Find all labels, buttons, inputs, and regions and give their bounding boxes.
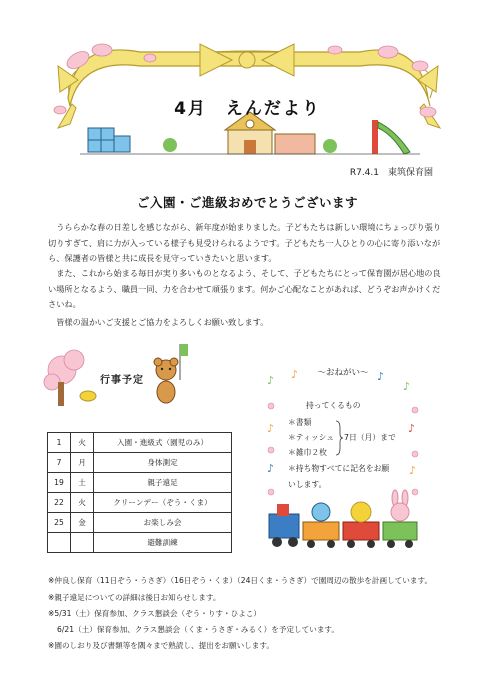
svg-text:♪: ♪ [409, 464, 417, 477]
slide-icon [372, 120, 410, 154]
event-weekday: 火 [71, 493, 94, 513]
table-row [48, 453, 232, 473]
event-day: 1 [48, 433, 71, 453]
request-deadline: 7日（月）まで [344, 433, 396, 442]
footnote: ※園のしおり及び書類等を隅々まで熟読し、提出をお願いします。 [48, 641, 274, 650]
bird-icon [78, 388, 98, 402]
request-frame [263, 362, 423, 556]
event-name: 親子遠足 [94, 473, 232, 493]
table-row [48, 473, 232, 493]
brace-icon [334, 420, 344, 456]
event-day: 7 [48, 453, 71, 473]
event-weekday [71, 533, 94, 553]
rabbit-face-icon [391, 490, 409, 521]
table-row [48, 533, 232, 553]
request-note: ＊持ち物すべてに記名をお願 [288, 464, 390, 473]
issue-date: R7.4.1 東筑保育園 [349, 168, 433, 178]
table-row [48, 433, 232, 453]
request-item: ＊ティッシュ [288, 433, 335, 442]
intro-paragraph: うららかな春の日差しを感じながら、新年度が始まりました。子どもたちは新しい環境にちょっぴり張り切りすぎて、肩に力が入っている様子も見受けられるようです。子どもたち一人ひとりの心に寄り添いながら、保護者の皆様と共に成長を見守っていきたいと思います。 [48, 222, 442, 263]
event-name: 身体測定 [94, 453, 232, 473]
event-day: 19 [48, 473, 71, 493]
events-table [47, 432, 232, 553]
request-note: いします。 [288, 480, 327, 489]
event-name: クリーンデー（ぞう・くま） [94, 493, 232, 513]
event-name: 避難訓練 [94, 533, 232, 553]
request-items-heading: 持ってくるもの [306, 401, 361, 410]
event-day: 22 [48, 493, 71, 513]
request-item: ＊書類 [288, 418, 312, 427]
bear-face-icon [312, 502, 371, 522]
footnote: ※親子遠足についての詳細は後日お知らせします。 [48, 593, 221, 602]
footnote: ※仲良し保育（11日ぞう・うさぎ）（16日ぞう・くま）（24日くま・うさぎ）で園周辺の散歩を計画しています。 [48, 576, 433, 585]
svg-text:♪: ♪ [291, 368, 299, 381]
events-label: 行事予定 [100, 375, 144, 386]
footnote: 6/21（土）保育参加、クラス懇談会（くま・うさぎ・みるく）を予定しています。 [57, 625, 339, 634]
event-weekday: 火 [71, 433, 94, 453]
table-row [48, 493, 232, 513]
ribbon-banner-icon [0, 0, 495, 175]
playground-icon [88, 128, 130, 152]
event-weekday: 土 [71, 473, 94, 493]
intro-paragraph: 皆様の温かいご支援とご協力をよろしくお願い致します。 [56, 317, 269, 327]
main-heading: ご入園・ご進級おめでとうございます [136, 195, 358, 210]
svg-text:♪: ♪ [403, 380, 411, 393]
event-name: 入園・進級式（園児のみ） [94, 433, 232, 453]
svg-text:♪: ♪ [408, 422, 416, 435]
event-day: 25 [48, 513, 71, 533]
footnote: ※5/31（土）保育参加、クラス懇談会（ぞう・りす・ひよこ） [48, 609, 262, 618]
svg-text:♪: ♪ [267, 422, 275, 435]
event-name: お楽しみ会 [94, 513, 232, 533]
page-title: 4月 えんだより [174, 99, 321, 119]
svg-text:♪: ♪ [267, 462, 275, 475]
event-day [48, 533, 71, 553]
bear-with-flag-icon [150, 340, 190, 410]
event-weekday: 月 [71, 453, 94, 473]
table-row [48, 513, 232, 533]
ribbon-bow-icon [200, 44, 294, 76]
event-weekday: 金 [71, 513, 94, 533]
svg-text:♪: ♪ [377, 370, 385, 383]
request-item: ＊雑巾２枚 [288, 448, 327, 457]
svg-text:♪: ♪ [267, 374, 275, 387]
request-title: ～おねがい～ [317, 368, 369, 378]
intro-paragraph: また、これから始まる毎日が実り多いものとなるよう、そして、子どもたちにとって保育園が居心地の良い場所となるよう、職員一同、力を合わせて頑張ります。何かご心配なことがあれば、どうぞお声かけくださいね。 [48, 268, 441, 309]
